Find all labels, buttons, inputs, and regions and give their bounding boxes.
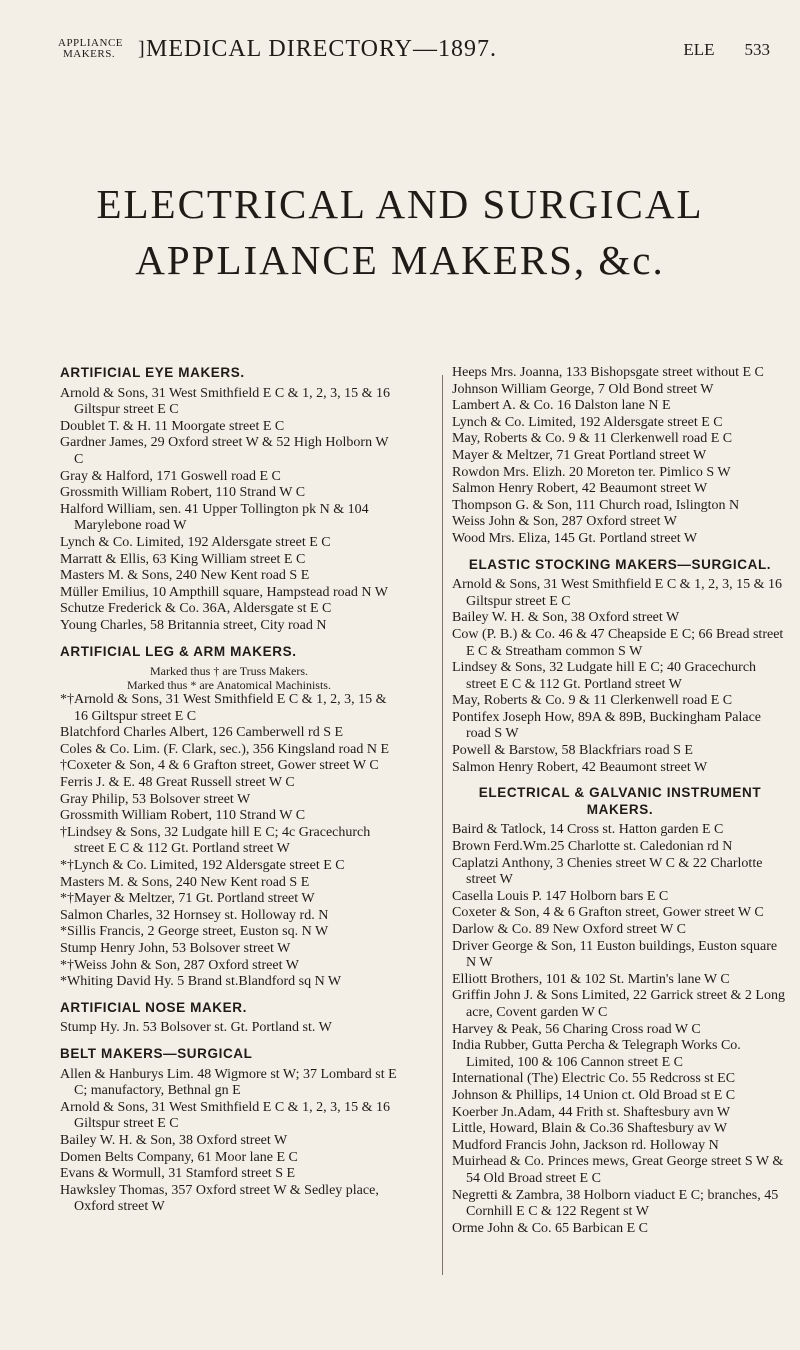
section-heading: BELT MAKERS—SURGICAL xyxy=(60,1045,253,1061)
directory-entry: Müller Emilius, 10 Ampthill square, Hampstead road N W xyxy=(60,584,388,600)
directory-entry: Salmon Henry Robert, 42 Beaumont street W xyxy=(452,481,708,497)
directory-entry: *Sillis Francis, 2 George street, Euston sq. N W xyxy=(60,924,329,940)
directory-entry: Grossmith William Robert, 110 Strand W C xyxy=(60,808,306,824)
directory-entry: Johnson William George, 7 Old Bond street W xyxy=(452,381,714,397)
section-heading: ELECTRICAL & GALVANIC INSTRUMENT MAKERS. xyxy=(478,785,762,817)
directory-entry: Mudford Francis John, Jackson rd. Holloway N xyxy=(452,1137,719,1153)
directory-entry: Johnson & Phillips, 14 Union ct. Old Broad st E C xyxy=(452,1087,736,1103)
directory-entry: *†Weiss John & Son, 287 Oxford street W xyxy=(60,957,299,973)
column-divider xyxy=(442,375,443,1275)
directory-entry: Negretti & Zambra, 38 Holborn viaduct E C; branches, 45 Cornhill E C & 122 Regent st W xyxy=(452,1187,779,1220)
section-heading: ARTIFICIAL EYE MAKERS. xyxy=(60,365,245,380)
directory-entry: Little, Howard, Blain & Co.36 Shaftesbury av W xyxy=(452,1121,728,1137)
directory-entry: Bailey W. H. & Son, 38 Oxford street W xyxy=(452,610,680,626)
directory-entry: Thompson G. & Son, 111 Church road, Islington N xyxy=(452,497,740,513)
directory-entry: Ferris J. & E. 48 Great Russell street W C xyxy=(60,775,295,791)
directory-entry: Rowdon Mrs. Elizh. 20 Moreton ter. Pimlico S W xyxy=(452,464,731,480)
section-heading: ARTIFICIAL NOSE MAKER. xyxy=(60,999,247,1015)
section-tab-line2: MAKERS. xyxy=(63,48,116,60)
directory-entry: *†Arnold & Sons, 31 West Smithfield E C & 1, 2, 3, 15 & 16 Giltspur street E C xyxy=(60,692,387,724)
section-tab-bracket: ] xyxy=(138,38,145,60)
directory-entry: India Rubber, Gutta Percha & Telegraph Works Co. Limited, 100 & 106 Cannon street E C xyxy=(452,1038,741,1070)
page-number: 533 xyxy=(744,40,770,59)
directory-entry: *†Lynch & Co. Limited, 192 Aldersgate street E C xyxy=(60,858,345,874)
directory-entry: Gardner James, 29 Oxford street W & 52 High Holborn W C xyxy=(60,435,389,467)
directory-entry: Arnold & Sons, 31 West Smithfield E C & 1, 2, 3, 15 & 16 Giltspur street E C xyxy=(60,1099,390,1132)
section-heading: ELASTIC STOCKING MAKERS—SURGICAL. xyxy=(468,556,772,572)
page-title-line2: APPLIANCE MAKERS, &c. xyxy=(135,237,665,283)
directory-entry: Powell & Barstow, 58 Blackfriars road S E xyxy=(452,743,693,759)
page-title-line1: ELECTRICAL AND SURGICAL xyxy=(96,181,704,227)
directory-entry: Salmon Henry Robert, 42 Beaumont street W xyxy=(452,759,708,775)
directory-entry: *†Mayer & Meltzer, 71 Gt. Portland street W xyxy=(60,891,315,907)
directory-entry: Brown Ferd.Wm.25 Charlotte st. Caledonian rd N xyxy=(452,839,733,855)
directory-entry: Masters M. & Sons, 240 New Kent road S E xyxy=(60,874,310,890)
directory-entry: May, Roberts & Co. 9 & 11 Clerkenwell road E C xyxy=(452,693,733,709)
directory-entry: Coles & Co. Lim. (F. Clark, sec.), 356 Kingsland road N E xyxy=(60,741,390,757)
directory-entry: Schutze Frederick & Co. 36A, Aldersgate st E C xyxy=(60,601,332,617)
directory-entry: Salmon Charles, 32 Hornsey st. Holloway rd. N xyxy=(60,907,329,923)
directory-entry: Lynch & Co. Limited, 192 Aldersgate street E C xyxy=(452,414,723,430)
directory-entry: Griffin John J. & Sons Limited, 22 Garrick street & 2 Long acre, Covent garden W C xyxy=(452,988,785,1020)
directory-entry: Pontifex Joseph How, 89A & 89B, Buckingham Palace road S W xyxy=(452,709,762,742)
directory-entry: Lindsey & Sons, 32 Ludgate hill E C; 40 Gracechurch street E C & 112 Gt. Portland street W xyxy=(452,660,757,692)
directory-entry: Koerber Jn.Adam, 44 Frith st. Shaftesbury avn W xyxy=(452,1104,731,1120)
directory-entry: Driver George & Son, 11 Euston buildings, Euston square N W xyxy=(452,938,778,971)
directory-entry: Lambert A. & Co. 16 Dalston lane N E xyxy=(452,398,671,414)
directory-entry: Halford William, sen. 41 Upper Tollington pk N & 104 Marylebone road W xyxy=(60,501,369,534)
directory-entry: International (The) Electric Co. 55 Redcross st EC xyxy=(452,1071,736,1087)
left-column xyxy=(60,365,398,1216)
directory-entry: Gray Philip, 53 Bolsover street W xyxy=(60,791,251,807)
directory-entry: Doublet T. & H. 11 Moorgate street E C xyxy=(60,418,285,434)
directory-entry: Evans & Wormull, 31 Stamford street S E xyxy=(60,1166,296,1182)
directory-entry: Blatchford Charles Albert, 126 Camberwell rd S E xyxy=(60,725,344,741)
directory-entry: Weiss John & Son, 287 Oxford street W xyxy=(452,514,677,530)
directory-entry: Domen Belts Company, 61 Moor lane E C xyxy=(60,1149,298,1165)
page-title xyxy=(0,176,800,288)
section-note: Marked thus † are Truss Makers. xyxy=(150,664,308,679)
directory-entry: Casella Louis P. 147 Holborn bars E C xyxy=(452,888,669,904)
directory-entry: †Lindsey & Sons, 32 Ludgate hill E C; 4c Gracechurch street E C & 112 Gt. Portland street W xyxy=(60,824,371,857)
section-tab xyxy=(58,38,123,60)
section-note: Marked thus * are Anatomical Machinists. xyxy=(127,678,331,693)
section-heading: ARTIFICIAL LEG & ARM MAKERS. xyxy=(60,643,297,659)
directory-entry: Arnold & Sons, 31 West Smithfield E C & 1, 2, 3, 15 & 16 Giltspur street E C xyxy=(452,577,782,609)
directory-entry: Heeps Mrs. Joanna, 133 Bishopsgate street without E C xyxy=(452,365,764,380)
directory-entry: Muirhead & Co. Princes mews, Great George street S W & 54 Old Broad street E C xyxy=(452,1154,784,1186)
directory-entry: *Whiting David Hy. 5 Brand st.Blandford sq N W xyxy=(60,974,342,990)
page-locator xyxy=(683,40,770,60)
directory-entry: Coxeter & Son, 4 & 6 Grafton street, Gower street W C xyxy=(452,905,764,921)
directory-entry: Harvey & Peak, 56 Charing Cross road W C xyxy=(452,1021,701,1037)
directory-entry: Baird & Tatlock, 14 Cross st. Hatton garden E C xyxy=(452,822,724,838)
directory-entry: Mayer & Meltzer, 71 Great Portland street W xyxy=(452,447,707,463)
directory-title: MEDICAL DIRECTORY—1897. xyxy=(146,36,498,62)
directory-entry: Caplatzi Anthony, 3 Chenies street W C & 22 Charlotte street W xyxy=(452,855,763,888)
right-column xyxy=(452,365,788,1237)
directory-entry: †Coxeter & Son, 4 & 6 Grafton street, Gower street W C xyxy=(60,758,379,774)
directory-entry: Marratt & Ellis, 63 King William street E C xyxy=(60,551,306,567)
directory-entry: Lynch & Co. Limited, 192 Aldersgate street E C xyxy=(60,534,331,550)
directory-entry: Stump Henry John, 53 Bolsover street W xyxy=(60,941,291,956)
section-tab-line1: APPLIANCE xyxy=(58,37,124,49)
directory-entry: Gray & Halford, 171 Goswell road E C xyxy=(60,468,281,484)
running-head xyxy=(58,38,770,78)
directory-entry: Elliott Brothers, 101 & 102 St. Martin's lane W C xyxy=(452,971,730,987)
directory-entry: Grossmith William Robert, 110 Strand W C xyxy=(60,485,306,501)
directory-entry: May, Roberts & Co. 9 & 11 Clerkenwell road E C xyxy=(452,431,733,447)
directory-entry: Orme John & Co. 65 Barbican E C xyxy=(452,1220,648,1236)
directory-entry: Hawksley Thomas, 357 Oxford street W & Sedley place, Oxford street W xyxy=(60,1182,379,1215)
directory-entry: Cow (P. B.) & Co. 46 & 47 Cheapside E C; 66 Bread street E C & Streatham common S W xyxy=(452,626,784,659)
index-abbreviation: ELE xyxy=(683,40,715,59)
directory-entry: Allen & Hanburys Lim. 48 Wigmore st W; 37 Lombard st E C; manufactory, Bethnal gn E xyxy=(60,1066,397,1099)
directory-entry: Bailey W. H. & Son, 38 Oxford street W xyxy=(60,1132,288,1148)
directory-entry: Arnold & Sons, 31 West Smithfield E C & 1, 2, 3, 15 & 16 Giltspur street E C xyxy=(60,385,390,418)
directory-entry: Darlow & Co. 89 New Oxford street W C xyxy=(452,922,686,937)
directory-entry: Masters M. & Sons, 240 New Kent road S E xyxy=(60,568,310,584)
directory-entry: Young Charles, 58 Britannia street, City road N xyxy=(60,617,327,633)
directory-entry: Wood Mrs. Eliza, 145 Gt. Portland street W xyxy=(452,530,698,546)
directory-entry: Stump Hy. Jn. 53 Bolsover st. Gt. Portland st. W xyxy=(60,1020,332,1036)
